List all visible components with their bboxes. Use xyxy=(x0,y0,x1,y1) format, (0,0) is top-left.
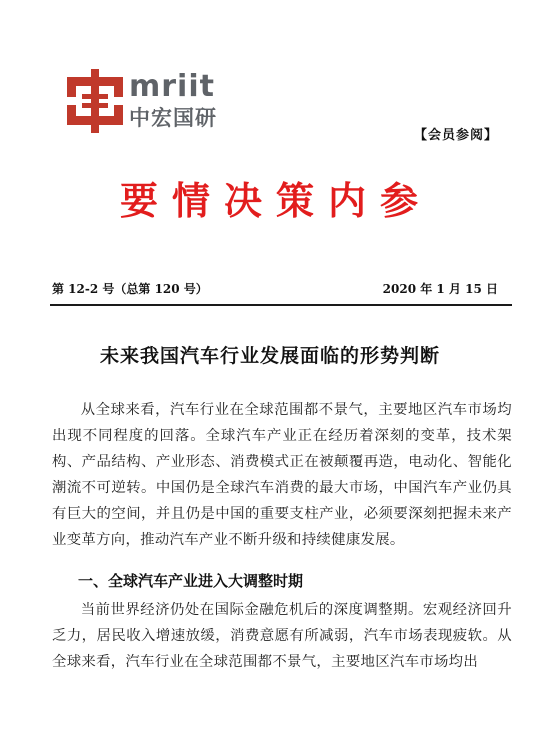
header-divider xyxy=(50,304,512,306)
member-tag: 【会员参阅】 xyxy=(413,128,498,143)
paragraph-2-text: 当前世界经济仍处在国际金融危机后的深度调整期。宏观经济回升乏力，居民收入增速放缓，消费意愿有所减弱，汽车市场表现疲软。从全球来看，汽车行业在全球范围都不景气，主要地区汽车市场均出 xyxy=(52,602,512,670)
logo-text-en: mriit xyxy=(129,69,215,104)
paragraph-1-text: 从全球来看，汽车行业在全球范围都不景气，主要地区汽车市场均出现不同程度的回落。全球汽车产业正在经历着深刻的变革，技术架构、产品结构、产业形态、消费模式正在被颠覆再造，电动化、智能化潮流不可逆转。中国仍是全球汽车消费的最大市场，中国汽车产业仍具有巨大的空间，并且仍是中国的重要支柱产业，必须要深刻把握未来产业变革方向，推动汽车产业不断升级和持续健康发展。 xyxy=(52,402,512,548)
mriit-logo xyxy=(67,69,227,135)
mriit-logo-mark-icon xyxy=(67,69,123,133)
publication-title: 要情决策内参 xyxy=(119,179,432,223)
article-title: 未来我国汽车行业发展面临的形势判断 xyxy=(99,345,440,367)
logo-text-cn: 中宏国研 xyxy=(129,106,217,130)
issue-number: 第 12-2 号（总第 120 号） xyxy=(52,282,208,296)
article-paragraph-1 xyxy=(52,397,512,553)
section-heading: 一、全球汽车产业进入大调整时期 xyxy=(78,572,304,590)
article-paragraph-2 xyxy=(52,597,512,675)
issue-date: 2020 年 1 月 15 日 xyxy=(382,282,498,296)
